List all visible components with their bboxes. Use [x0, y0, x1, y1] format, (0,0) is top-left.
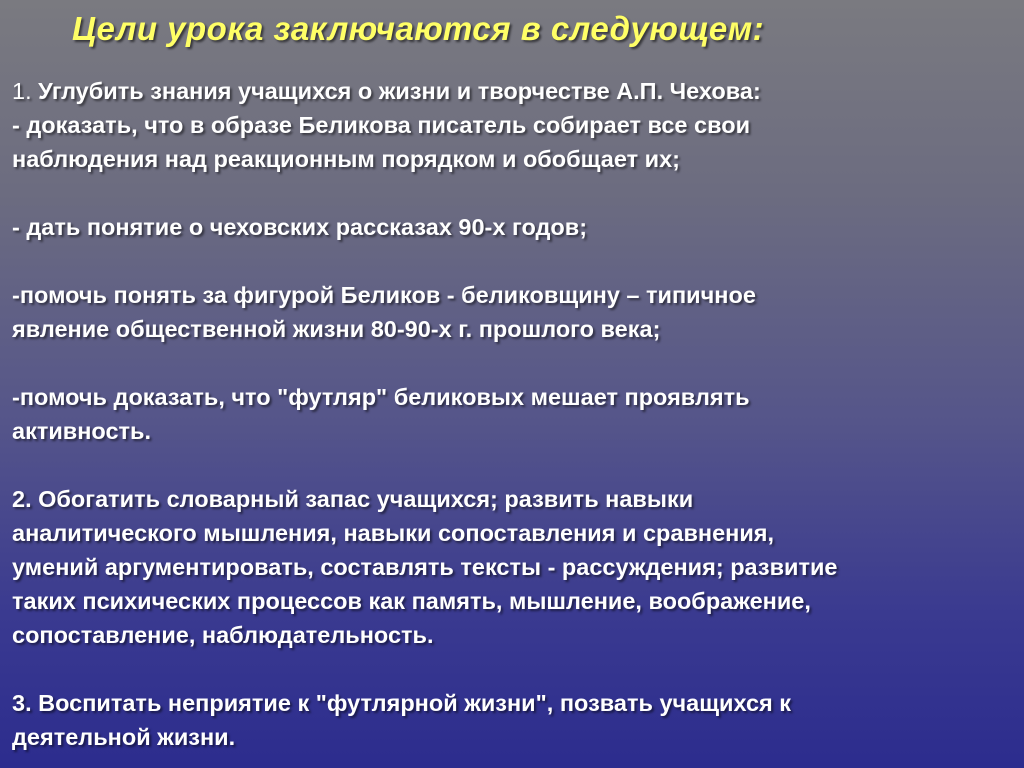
goal-1-heading	[12, 74, 1012, 108]
goal-2-line-3: умений аргументировать, составлять тексты - рассуждения; развитие	[12, 554, 838, 580]
goal-3-line-1: 3. Воспитать неприятие к "футлярной жизни", позвать учащихся к	[12, 690, 792, 716]
goal-1-item-3-line-2: явление общественной жизни 80-90-х г. прошлого века;	[12, 316, 661, 342]
goal-1-item-3-line-1: -помочь понять за фигурой Беликов - беликовщину – типичное	[12, 282, 756, 308]
goal-2-line-1: 2. Обогатить словарный запас учащихся; развить навыки	[12, 486, 694, 512]
slide-body	[12, 74, 1012, 754]
goal-1-item-4-line-2: активность.	[12, 418, 152, 444]
goal-3-line-2: деятельной жизни.	[12, 724, 236, 750]
spacer	[12, 176, 1012, 210]
goal-1-item-4-line-1: -помочь доказать, что "футляр" беликовых мешает проявлять	[12, 384, 750, 410]
goal-1-number: 1.	[12, 78, 32, 104]
goal-1-item-2: - дать понятие о чеховских рассказах 90-х годов;	[12, 214, 588, 240]
goal-1-text: Углубить знания учащихся о жизни и творчестве А.П. Чехова:	[31, 78, 761, 104]
goal-2-line-5: сопоставление, наблюдательность.	[12, 622, 434, 648]
goal-2-line-2: аналитического мышления, навыки сопоставления и сравнения,	[12, 520, 775, 546]
slide-title: Цели урока заключаются в следующем:	[72, 10, 765, 47]
spacer	[12, 652, 1012, 686]
spacer	[12, 346, 1012, 380]
goal-1-item-1-line-1: - доказать, что в образе Беликова писатель собирает все свои	[12, 112, 751, 138]
spacer	[12, 448, 1012, 482]
goal-1-item-1-line-2: наблюдения над реакционным порядком и обобщает их;	[12, 146, 681, 172]
spacer	[12, 244, 1012, 278]
goal-2-line-4: таких психических процессов как память, мышление, воображение,	[12, 588, 811, 614]
